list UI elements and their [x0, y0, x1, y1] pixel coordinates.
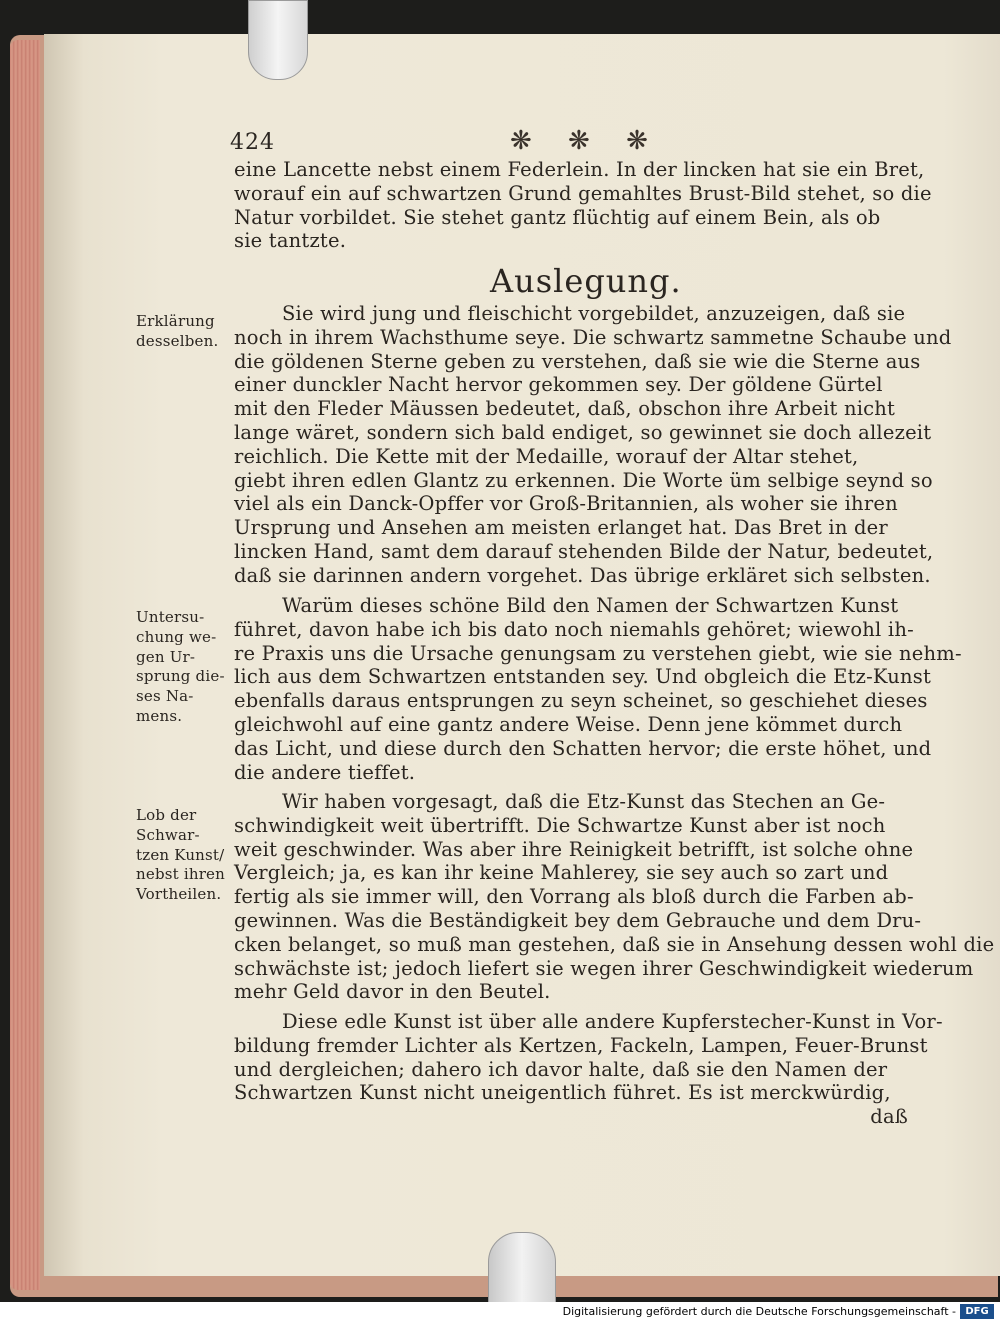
catchword: daß [870, 1105, 908, 1129]
text-line: die göldenen Sterne geben zu verstehen, daß sie wie die Sterne aus [234, 349, 921, 373]
text-line: noch in ihrem Wachsthume seye. Die schwartz sammetne Schaube und [234, 325, 952, 349]
footer-bar [0, 1302, 1000, 1322]
text-line: fertig als sie immer will, den Vorrang als bloß durch die Farben ab- [234, 885, 914, 909]
text-line: Diese edle Kunst ist über alle andere Kupferstecher-Kunst in Vor- [282, 1010, 943, 1033]
paragraph-2 [234, 594, 962, 784]
section-heading: Auslegung. [490, 262, 682, 300]
text-line: lich aus dem Schwartzen entstanden sey. Und obgleich die Etz-Kunst [234, 665, 932, 689]
margin-note-line: Schwar- [136, 825, 200, 844]
margin-note-line: mens. [136, 706, 183, 725]
text-line: Schwartzen Kunst nicht uneigentlich führet. Es ist merckwürdig, [234, 1081, 891, 1105]
text-line: cken belanget, so muß man gestehen, daß sie in Ansehung dessen wohl die [234, 932, 995, 956]
text-line: mit den Fleder Mäussen bedeutet, daß, obschon ihre Arbeit nicht [234, 397, 896, 421]
text-line: bildung fremder Lichter als Kertzen, Fackeln, Lampen, Feuer-Brunst [234, 1033, 928, 1057]
margin-note-line: sprung die- [136, 667, 225, 686]
text-line: sie tantzte. [234, 229, 347, 253]
top-text-block [234, 158, 932, 253]
text-line: Wir haben vorgesagt, daß die Etz-Kunst das Stechen an Ge- [282, 790, 886, 813]
dfg-logo: DFG [960, 1304, 994, 1319]
margin-note-line: ses Na- [136, 687, 194, 706]
text-line: Vergleich; ja, es kan ihr keine Mahlerey, sie sey auch so zart und [234, 861, 889, 885]
margin-note-line: Erklärung [136, 312, 215, 330]
text-line: gewinnen. Was die Beständigkeit bey dem Gebrauche und dem Dru- [234, 908, 922, 932]
margin-note-line: desselben. [136, 331, 219, 350]
text-line: giebt ihren edlen Glantz zu erkennen. Die Worte üm selbige seynd so [234, 468, 933, 492]
text-line: weit geschwinder. Was aber ihre Reinigkeit betrifft, ist solche ohne [234, 837, 914, 861]
text-line: einer dunckler Nacht hervor gekommen sey. Der göldene Gürtel [234, 373, 883, 397]
text-line: schwindigkeit weit übertrifft. Die Schwartze Kunst aber ist noch [234, 813, 886, 837]
text-line: Warüm dieses schöne Bild den Namen der Schwartzen Kunst [282, 594, 899, 617]
page-edges [10, 40, 40, 1290]
margin-note-line: nebst ihren [136, 865, 225, 884]
text-line: Ursprung und Ansehen am meisten erlanget hat. Das Bret in der [234, 516, 888, 540]
margin-note-explanation [136, 312, 218, 352]
text-line: die andere tieffet. [234, 760, 416, 784]
margin-note-line: chung we- [136, 627, 217, 646]
page-clip-bottom [488, 1232, 556, 1304]
text-line: führet, davon habe ich bis dato noch niemahls gehöret; wiewohl ih- [234, 617, 914, 641]
page-header [230, 128, 920, 156]
text-line: das Licht, und diese durch den Schatten hervor; die erste höhet, und [234, 736, 932, 760]
margin-note-origin [136, 608, 225, 727]
text-line: worauf ein auf schwartzen Grund gemahltes Brust-Bild stehet, so die [234, 181, 932, 205]
footer-credit: Digitalisierung gefördert durch die Deutsche Forschungsgemeinschaft - [562, 1305, 956, 1318]
text-line: mehr Geld davor in den Beutel. [234, 980, 551, 1004]
text-line: Sie wird jung und fleischicht vorgebildet, anzuzeigen, daß sie [282, 302, 906, 325]
paragraph-3 [234, 790, 995, 1004]
text-line: gleichwohl auf eine gantz andere Weise. Denn jene kömmet durch [234, 712, 903, 736]
text-line: lange wäret, sondern sich bald endiget, so gewinnet sie doch allezeit [234, 420, 932, 444]
margin-note-line: gen Ur- [136, 647, 196, 666]
text-line: lincken Hand, samt dem darauf stehenden Bilde der Natur, bedeutet, [234, 539, 934, 563]
margin-note-line: tzen Kunst/ [136, 845, 225, 864]
text-line: re Praxis uns die Ursache genungsam zu verstehen giebt, wie sie nehm- [234, 641, 962, 665]
text-line: und dergleichen; dahero ich davor halte, daß sie den Namen der [234, 1057, 888, 1081]
page-number: 424 [230, 130, 275, 155]
margin-note-praise [136, 806, 225, 905]
text-line: Natur vorbildet. Sie stehet gantz flüchtig auf einem Bein, als ob [234, 205, 881, 229]
book-page [44, 34, 1000, 1276]
margin-note-line: Vortheilen. [136, 885, 222, 904]
paragraph-1 [234, 302, 952, 588]
text-line: ebenfalls daraus entsprungen zu seyn scheinet, so geschiehet dieses [234, 689, 928, 713]
text-line: viel als ein Danck-Opffer vor Groß-Britannien, als woher sie ihren [234, 492, 898, 516]
text-line: daß sie darinnen andern vorgehet. Das übrige erkläret sich selbsten. [234, 563, 931, 587]
text-line: reichlich. Die Kette mit der Medaille, worauf der Altar stehet, [234, 444, 859, 468]
page-clip-top [248, 0, 308, 80]
margin-note-line: Lob der [136, 806, 197, 824]
text-line: schwächste ist; jedoch liefert sie wegen ihrer Geschwindigkeit wiederum [234, 956, 974, 980]
margin-note-line: Untersu- [136, 608, 205, 626]
text-line: eine Lancette nebst einem Federlein. In der lincken hat sie ein Bret, [234, 158, 925, 181]
paragraph-4 [234, 1010, 943, 1129]
header-ornament: ❋ ❋ ❋ [510, 126, 662, 156]
